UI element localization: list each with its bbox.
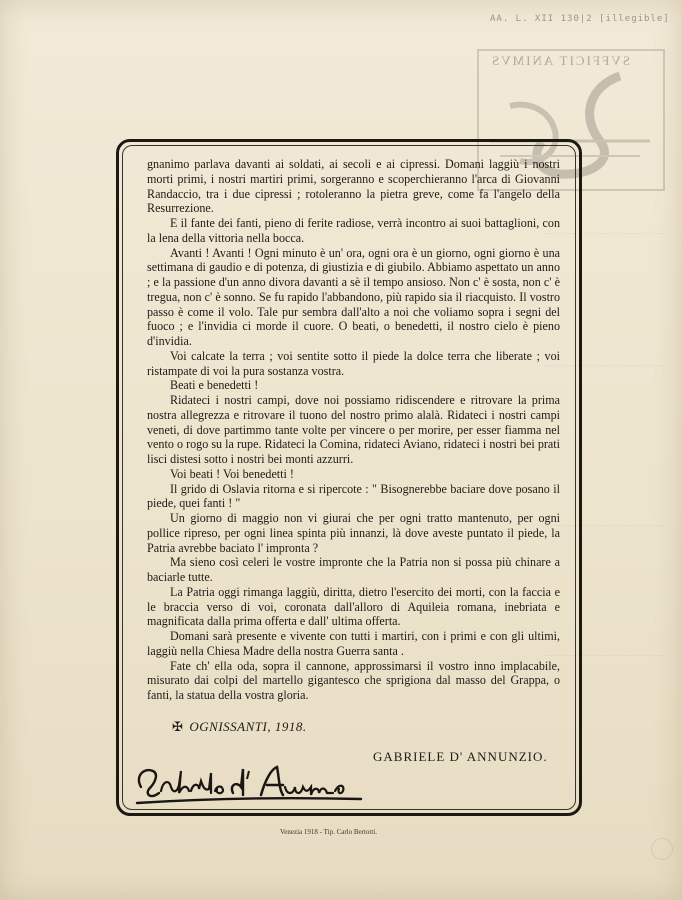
bleed-through-motto: SVFFICIT ANIMVS <box>490 53 630 68</box>
closing-date: OGNISSANTI, 1918. <box>189 719 307 734</box>
body-paragraph: La Patria oggi rimanga laggiù, diritta, dietro l'esercito dei morti, con la faccia e le braccia verso di voi, coronata dall'alloro di Aquileia romana, inebriata e magnificata dalla prima offerta e dall' ultima offerta. <box>147 584 560 629</box>
body-paragraph: Voi beati ! Voi benedetti ! <box>170 466 294 481</box>
printer-imprint: Venezia 1918 - Tip. Carlo Bertotti. <box>280 828 378 836</box>
pencil-archive-note: AA. L. XII 130|2 [illegible] <box>490 14 670 24</box>
body-paragraph: Voi calcate la terra ; voi sentite sotto il piede la dolce terra che liberate ; voi ristampate di voi la pura sostanza vostra. <box>147 348 560 378</box>
bleed-text-line: — — — — — — — — — — — <box>543 360 665 370</box>
body-paragraph: E il fante dei fanti, pieno di ferite radiose, verrà incontro ai suoi battaglioni, con la lena della vittoria nella bocca. <box>147 216 560 245</box>
proclamation-body <box>147 157 560 703</box>
body-paragraph: Domani sarà presente e vivente con tutti i martiri, con i primi e con gli ultimi, laggiù nella Chiesa Madre della nostra Guerra santa . <box>147 629 560 658</box>
body-paragraph: Ma sieno così celeri le vostre impronte che la Patria non si possa più chinare a baciarle tutte. <box>147 555 560 584</box>
faint-stamp <box>651 838 673 860</box>
body-paragraph: Beati e benedetti ! <box>170 378 259 393</box>
closing-date-line <box>172 719 307 735</box>
bleed-text-line: — — — — — — — — — — — <box>543 520 665 530</box>
body-paragraph: Ridateci i nostri campi, dove noi possiamo ridiscendere e ritrovare la prima nostra allegrezza e ritrovare il tuono del nostro primo alalà. Ridateci i nostri campi veneti, di dove partimmo tante volte per vincere o per morire, per esser fiamma nel vento o rogo su la rupe. Ridateci la Comina, ridateci Aviano, ridateci i nostri bei prati lisci distesi sotto i nostri bei monti azzurri. <box>147 393 560 466</box>
body-paragraph: gnanimo parlava davanti ai soldati, ai secoli e ai cipressi. Domani laggiù i nostri morti primi, i nostri martiri primi, sorgeranno e scoperchieranno l'arca di Giovanni Randaccio, tra i due cipressi ; rotoleranno la pietra greve, come fa l'angelo della Resurrezione. <box>147 157 560 216</box>
handwritten-signature <box>129 757 369 811</box>
bleed-text-line: — — — — — — — — — — — <box>543 228 665 238</box>
body-paragraph: Fate ch' ella oda, sopra il cannone, approssimarsi il vostro inno implacabile, misurato dai colpi del martello gigantesco che sprigiona dal masso del Grappa, o fanti, la statua della vostra gloria. <box>147 658 560 702</box>
bleed-text-line: — — — — — — — — — — — <box>543 650 665 660</box>
body-paragraph: Un giorno di maggio non vi giurai che per ogni tratto mantenuto, per ogni pollice ripreso, per ogni linea spinta più innanzi, là dove aveste puntato il piede, la Patria avrebbe baciato l' impronta ? <box>147 511 560 555</box>
body-paragraph: Avanti ! Avanti ! Ogni minuto è un' ora, ogni ora è un giorno, ogni giorno è una settimana di gaudio e di potenza, di giustizia e di giubilo. Abbiamo aspettato un anno ; e la passione d'un anno divora davanti a sè il tempo ansioso. Non c' è sosta, non c' è tregua, non c' è sonno. Se fu rapido l'abbandono, più rapido sia il riacquisto. Il vostro passo è come il volo. Tale pur sembra dall'alto a noi che voliamo sopra i segni del fuoco ; e l'invidia ci morde il cuore. O beati, o benedetti, il nostro cielo è pieno d'invidia. <box>147 245 560 348</box>
body-paragraph: Il grido di Oslavia ritorna e si ripercote : " Bisognerebbe baciare dove posano il piede, quei fanti ! " <box>147 481 560 511</box>
cross-icon: ✠ <box>172 719 184 734</box>
author-name: GABRIELE D' ANNUNZIO. <box>373 749 548 764</box>
